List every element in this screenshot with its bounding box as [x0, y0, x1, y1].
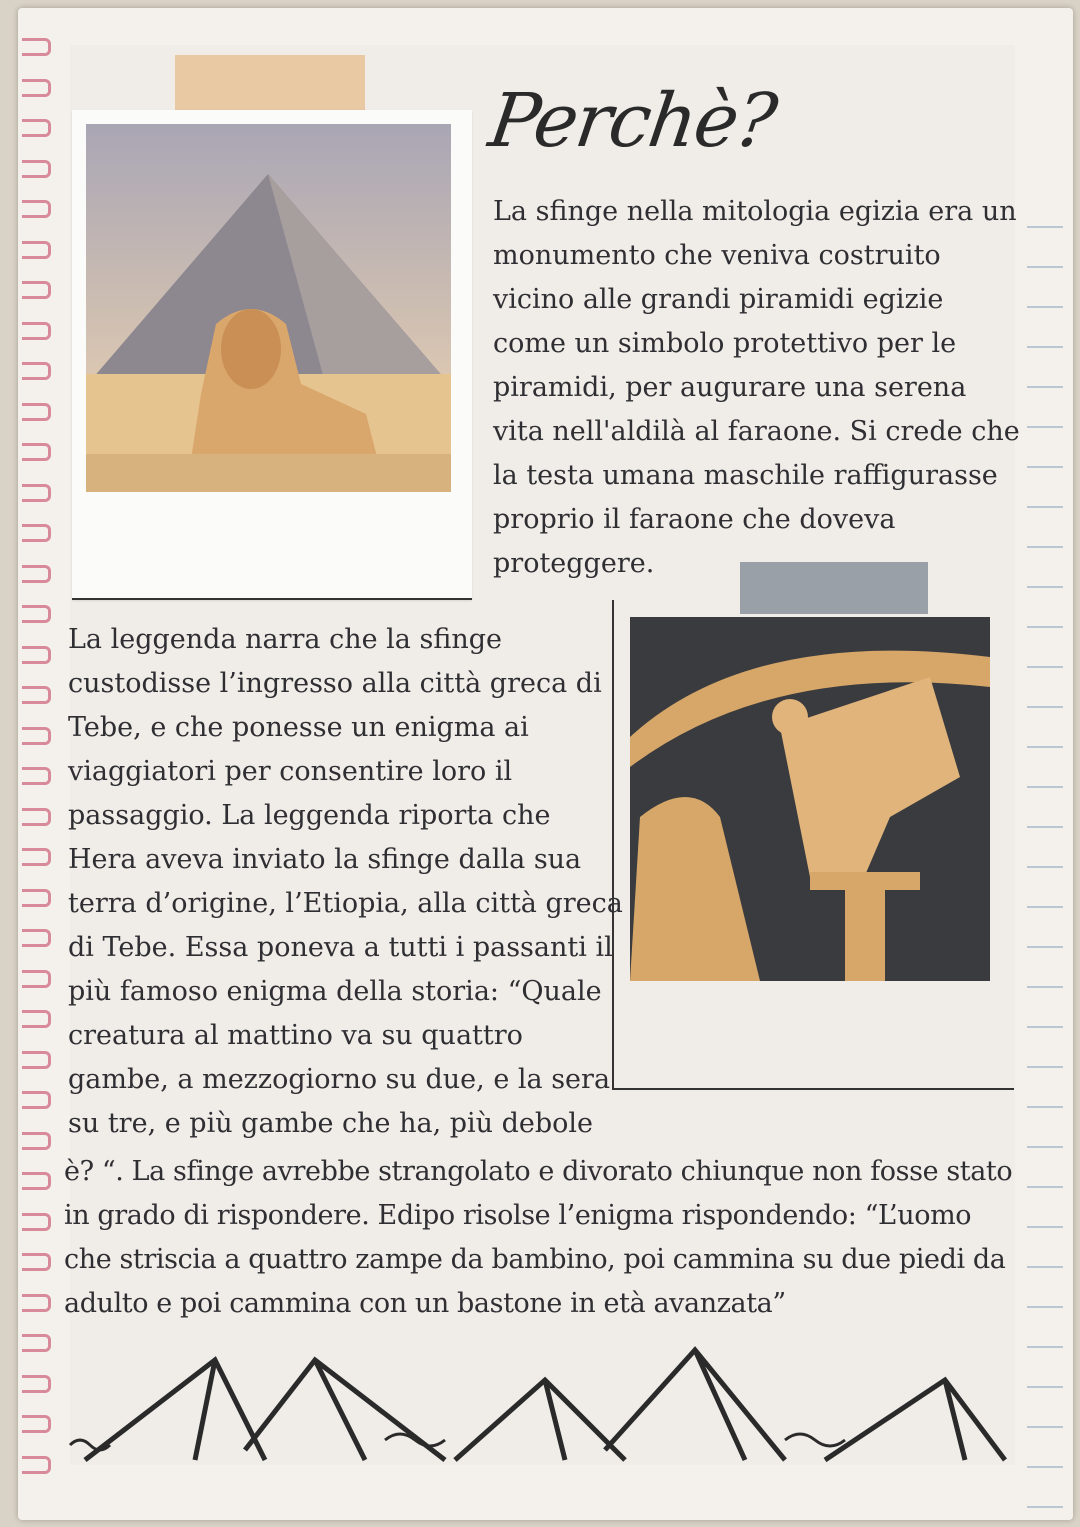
spiral-ring [22, 727, 51, 745]
text-line: proprio il faraone che doveva [493, 504, 896, 535]
pyramid-sphinx-image [86, 124, 451, 492]
spiral-ring [22, 848, 51, 866]
legend-paragraph [68, 618, 623, 1146]
spiral-ring [22, 443, 51, 461]
text-line: piramidi, per augurare una serena [493, 372, 967, 403]
spiral-ring [22, 281, 51, 299]
spiral-ring [22, 1010, 51, 1028]
spiral-ring [22, 1415, 51, 1433]
text-line: La leggenda narra che la sfinge [68, 624, 503, 655]
spiral-ring [22, 1334, 51, 1352]
spiral-ring [22, 605, 51, 623]
text-line: è? “. La sfinge avrebbe strangolato e divorato chiunque non fosse stato [64, 1156, 1013, 1187]
spiral-ring [22, 1213, 51, 1231]
tape-middle [740, 562, 928, 614]
spiral-ring [22, 362, 51, 380]
spiral-ring [22, 686, 51, 704]
text-line: custodisse l’ingresso alla città greca di [68, 668, 602, 699]
spiral-ring [22, 484, 51, 502]
text-line: in grado di rispondere. Edipo risolse l’enigma rispondendo: “L’uomo [64, 1200, 972, 1231]
spiral-ring [22, 889, 51, 907]
text-line: La sfinge nella mitologia egizia era un [493, 196, 1017, 227]
text-line: come un simbolo protettivo per le [493, 328, 957, 359]
text-line: proteggere. [493, 548, 655, 579]
text-line: Hera aveva inviato la sfinge dalla sua [68, 844, 582, 875]
text-line: Tebe, e che ponesse un enigma ai [68, 712, 529, 743]
text-line: su tre, e più gambe che ha, più debole [68, 1108, 594, 1139]
spiral-ring [22, 241, 51, 259]
spiral-ring [22, 1253, 51, 1271]
ruled-lines [1027, 188, 1063, 1508]
spiral-ring [22, 1294, 51, 1312]
text-line: che striscia a quattro zampe da bambino, poi cammina su due piedi da [64, 1244, 1006, 1275]
text-line: più famoso enigma della storia: “Quale [68, 976, 602, 1007]
spiral-ring [22, 646, 51, 664]
text-line: monumento che veniva costruito [493, 240, 941, 271]
spiral-ring [22, 200, 51, 218]
page-title: Perchè? [483, 78, 781, 164]
text-line: vita nell'aldilà al faraone. Si crede che [493, 416, 1020, 447]
spiral-ring [22, 808, 51, 826]
spiral-ring [22, 1375, 51, 1393]
spiral-ring [22, 79, 51, 97]
text-line: terra d’origine, l’Etiopia, alla città greca [68, 888, 623, 919]
text-line: di Tebe. Essa poneva a tutti i passanti il [68, 932, 613, 963]
text-line: gambe, a mezzogiorno su due, e la sera [68, 1064, 611, 1095]
text-line: viaggiatori per consentire loro il [68, 756, 513, 787]
spiral-ring [22, 1456, 51, 1474]
divider-left [72, 598, 472, 600]
photo-border-bottom [612, 1088, 1014, 1090]
spiral-ring [22, 1091, 51, 1109]
spiral-ring [22, 322, 51, 340]
riddle-paragraph [64, 1150, 1012, 1326]
spiral-ring [22, 160, 51, 178]
intro-paragraph [493, 190, 1020, 586]
text-line: la testa umana maschile raffigurasse [493, 460, 998, 491]
oedipus-sphinx-vase-image [630, 617, 990, 981]
spiral-binding [22, 38, 52, 1498]
spiral-ring [22, 1172, 51, 1190]
text-line: creatura al mattino va su quattro [68, 1020, 523, 1051]
text-line: adulto e poi cammina con un bastone in età avanzata” [64, 1288, 786, 1319]
spiral-ring [22, 929, 51, 947]
text-line: vicino alle grandi piramidi egizie [493, 284, 944, 315]
spiral-ring [22, 970, 51, 988]
spiral-ring [22, 767, 51, 785]
spiral-ring [22, 565, 51, 583]
spiral-ring [22, 403, 51, 421]
spiral-ring [22, 38, 51, 56]
spiral-ring [22, 1132, 51, 1150]
pyramids-doodle [65, 1340, 1015, 1480]
spiral-ring [22, 119, 51, 137]
spiral-ring [22, 524, 51, 542]
text-line: passaggio. La leggenda riporta che [68, 800, 551, 831]
tape-top [175, 55, 365, 110]
spiral-ring [22, 1051, 51, 1069]
